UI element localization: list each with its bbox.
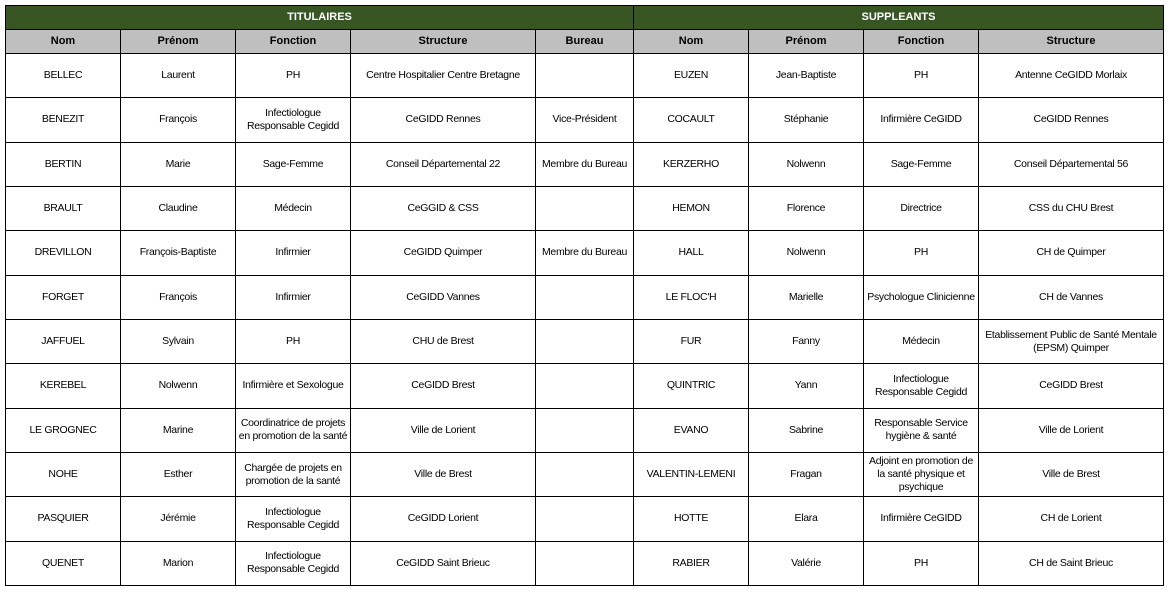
titulaires-col-fonction: Fonction [236,30,350,53]
titulaire-nom-cell: BERTIN [6,143,120,186]
titulaire-fonction-cell: Infirmier [236,276,350,319]
suppleant-prenom-cell: Florence [749,187,863,230]
titulaires-col-bureau: Bureau [536,30,633,53]
titulaire-fonction-cell: Coordinatrice de projets en promotion de la santé [236,409,350,452]
suppleant-structure-cell: CH de Quimper [979,231,1163,274]
titulaire-structure-cell: CeGIDD Vannes [351,276,535,319]
suppleant-structure-cell: CH de Saint Brieuc [979,542,1163,585]
titulaire-nom-cell: BELLEC [6,54,120,97]
titulaire-nom-cell: BRAULT [6,187,120,230]
titulaire-structure-cell: CeGIDD Quimper [351,231,535,274]
titulaire-prenom-cell: Jérémie [121,497,235,540]
suppleant-nom-cell: EVANO [634,409,748,452]
suppleant-structure-cell: CeGIDD Rennes [979,98,1163,141]
suppleant-fonction-cell: Psychologue Clinicienne [864,276,978,319]
suppleant-fonction-cell: Médecin [864,320,978,363]
suppleant-prenom-cell: Fanny [749,320,863,363]
suppleant-nom-cell: KERZERHO [634,143,748,186]
suppleant-prenom-cell: Nolwenn [749,143,863,186]
titulaire-nom-cell: LE GROGNEC [6,409,120,452]
titulaire-nom-cell: FORGET [6,276,120,319]
suppleant-structure-cell: CeGIDD Brest [979,364,1163,407]
titulaires-col-prenom: Prénom [121,30,235,53]
titulaire-fonction-cell: Médecin [236,187,350,230]
titulaire-bureau-cell [536,187,633,230]
titulaire-structure-cell: CeGGID & CSS [351,187,535,230]
suppleant-nom-cell: RABIER [634,542,748,585]
suppleant-structure-cell: Conseil Départemental 56 [979,143,1163,186]
suppleant-fonction-cell: Directrice [864,187,978,230]
titulaire-nom-cell: DREVILLON [6,231,120,274]
titulaire-prenom-cell: Sylvain [121,320,235,363]
suppleants-group-header: SUPPLEANTS [634,6,1163,29]
titulaire-prenom-cell: Marion [121,542,235,585]
members-table [5,5,1164,586]
suppleant-fonction-cell: Responsable Service hygiène & santé [864,409,978,452]
suppleant-nom-cell: HALL [634,231,748,274]
suppleant-nom-cell: EUZEN [634,54,748,97]
titulaire-structure-cell: Centre Hospitalier Centre Bretagne [351,54,535,97]
titulaire-structure-cell: CeGIDD Saint Brieuc [351,542,535,585]
suppleant-nom-cell: VALENTIN-LEMENI [634,453,748,496]
suppleants-col-structure: Structure [979,30,1163,53]
titulaires-group-header: TITULAIRES [6,6,633,29]
titulaire-nom-cell: NOHE [6,453,120,496]
titulaires-col-structure: Structure [351,30,535,53]
suppleants-col-prenom: Prénom [749,30,863,53]
titulaire-prenom-cell: Marine [121,409,235,452]
suppleant-prenom-cell: Marielle [749,276,863,319]
titulaire-structure-cell: CeGIDD Brest [351,364,535,407]
suppleant-fonction-cell: PH [864,231,978,274]
titulaire-bureau-cell [536,409,633,452]
suppleant-fonction-cell: Adjoint en promotion de la santé physique et psychique [864,453,978,496]
suppleant-nom-cell: QUINTRIC [634,364,748,407]
titulaire-prenom-cell: Marie [121,143,235,186]
titulaire-nom-cell: QUENET [6,542,120,585]
suppleant-prenom-cell: Valérie [749,542,863,585]
titulaire-structure-cell: Ville de Lorient [351,409,535,452]
titulaire-structure-cell: CeGIDD Rennes [351,98,535,141]
titulaire-nom-cell: BENEZIT [6,98,120,141]
titulaire-bureau-cell [536,497,633,540]
suppleant-structure-cell: Etablissement Public de Santé Mentale (EPSM) Quimper [979,320,1163,363]
suppleant-prenom-cell: Elara [749,497,863,540]
suppleant-fonction-cell: Infirmière CeGIDD [864,497,978,540]
titulaire-bureau-cell [536,54,633,97]
titulaire-prenom-cell: Laurent [121,54,235,97]
titulaire-prenom-cell: Claudine [121,187,235,230]
titulaire-fonction-cell: Infectiologue Responsable Cegidd [236,98,350,141]
titulaire-bureau-cell [536,542,633,585]
suppleant-structure-cell: Ville de Brest [979,453,1163,496]
titulaire-bureau-cell [536,453,633,496]
suppleant-fonction-cell: PH [864,54,978,97]
suppleant-fonction-cell: Infirmière CeGIDD [864,98,978,141]
suppleant-nom-cell: COCAULT [634,98,748,141]
titulaire-nom-cell: PASQUIER [6,497,120,540]
titulaire-structure-cell: Ville de Brest [351,453,535,496]
titulaire-fonction-cell: Infirmière et Sexologue [236,364,350,407]
titulaire-prenom-cell: Esther [121,453,235,496]
suppleant-structure-cell: CH de Lorient [979,497,1163,540]
titulaire-structure-cell: CHU de Brest [351,320,535,363]
suppleant-prenom-cell: Sabrine [749,409,863,452]
titulaire-prenom-cell: Nolwenn [121,364,235,407]
titulaire-fonction-cell: PH [236,320,350,363]
titulaire-bureau-cell [536,364,633,407]
titulaire-prenom-cell: François [121,98,235,141]
titulaire-bureau-cell: Membre du Bureau [536,231,633,274]
titulaire-prenom-cell: François [121,276,235,319]
suppleant-fonction-cell: PH [864,542,978,585]
suppleants-col-fonction: Fonction [864,30,978,53]
suppleant-nom-cell: HOTTE [634,497,748,540]
titulaire-fonction-cell: Sage-Femme [236,143,350,186]
titulaire-fonction-cell: Infectiologue Responsable Cegidd [236,542,350,585]
suppleant-nom-cell: LE FLOC'H [634,276,748,319]
titulaire-nom-cell: JAFFUEL [6,320,120,363]
suppleant-structure-cell: CSS du CHU Brest [979,187,1163,230]
titulaire-structure-cell: CeGIDD Lorient [351,497,535,540]
suppleant-prenom-cell: Fragan [749,453,863,496]
titulaire-fonction-cell: PH [236,54,350,97]
suppleant-structure-cell: Antenne CeGIDD Morlaix [979,54,1163,97]
suppleant-prenom-cell: Stéphanie [749,98,863,141]
suppleant-fonction-cell: Infectiologue Responsable Cegidd [864,364,978,407]
titulaire-bureau-cell [536,320,633,363]
suppleant-nom-cell: FUR [634,320,748,363]
titulaire-structure-cell: Conseil Départemental 22 [351,143,535,186]
titulaires-col-nom: Nom [6,30,120,53]
suppleants-col-nom: Nom [634,30,748,53]
suppleant-structure-cell: CH de Vannes [979,276,1163,319]
titulaire-nom-cell: KEREBEL [6,364,120,407]
suppleant-prenom-cell: Jean-Baptiste [749,54,863,97]
titulaire-fonction-cell: Infirmier [236,231,350,274]
suppleant-prenom-cell: Nolwenn [749,231,863,274]
titulaire-bureau-cell [536,276,633,319]
suppleant-prenom-cell: Yann [749,364,863,407]
titulaire-fonction-cell: Chargée de projets en promotion de la santé [236,453,350,496]
suppleant-fonction-cell: Sage-Femme [864,143,978,186]
suppleant-structure-cell: Ville de Lorient [979,409,1163,452]
titulaire-fonction-cell: Infectiologue Responsable Cegidd [236,497,350,540]
titulaire-bureau-cell: Membre du Bureau [536,143,633,186]
titulaire-prenom-cell: François-Baptiste [121,231,235,274]
suppleant-nom-cell: HEMON [634,187,748,230]
titulaire-bureau-cell: Vice-Président [536,98,633,141]
